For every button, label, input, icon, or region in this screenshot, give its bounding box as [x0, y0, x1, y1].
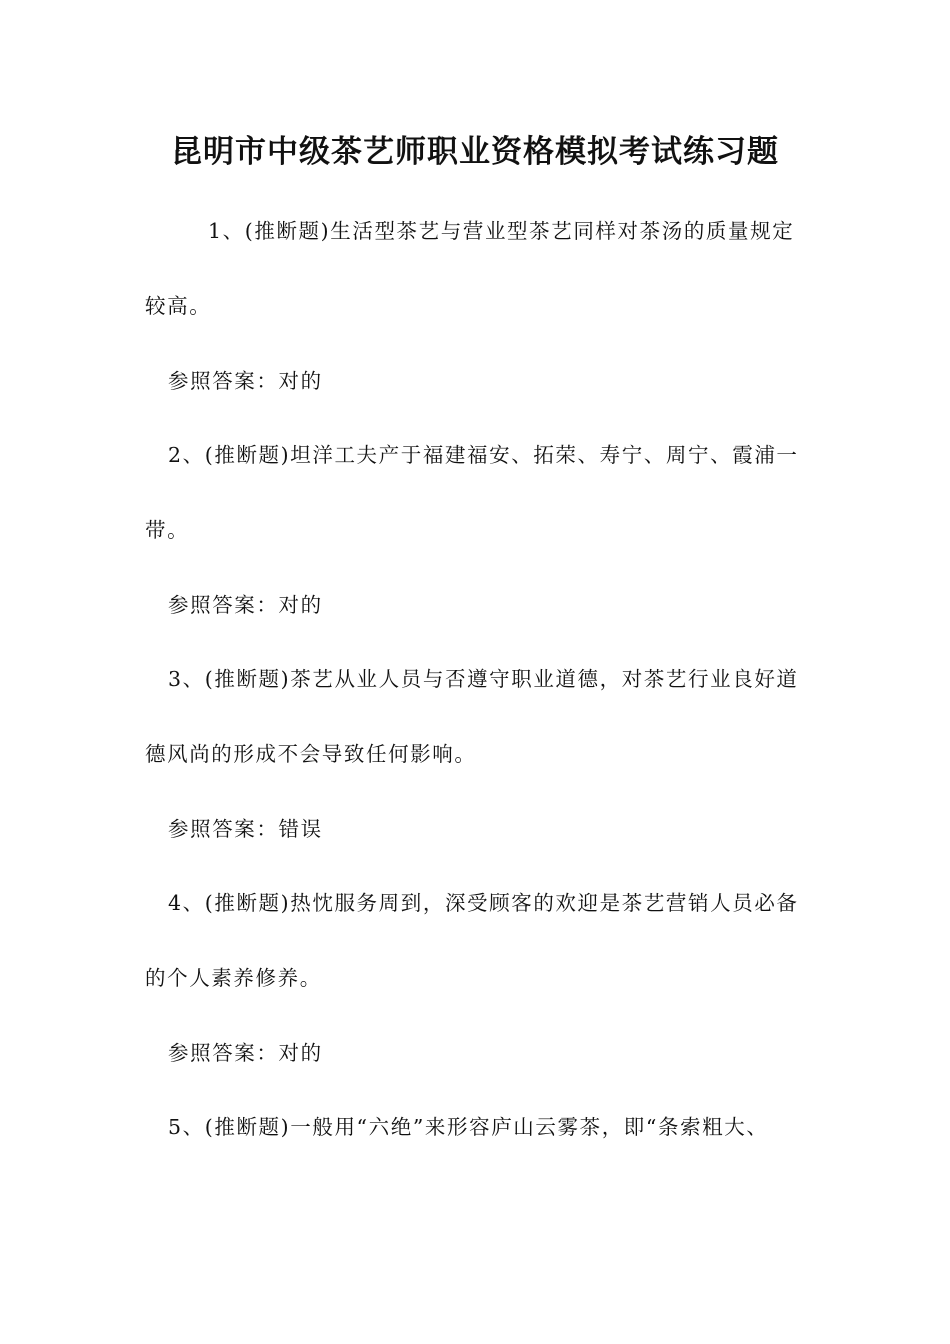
question-3-line-2: 德风尚的形成不会导致任何影响。	[145, 742, 477, 766]
question-4-answer: 参照答案：对的	[168, 1041, 323, 1065]
question-3-line-1: 3、(推断题)茶艺从业人员与否遵守职业道德，对茶艺行业良好道	[168, 667, 799, 691]
question-2-answer: 参照答案：对的	[168, 593, 323, 617]
question-5-line-1: 5、(推断题)一般用“六绝”来形容庐山云雾茶，即“条索粗大、	[168, 1115, 769, 1139]
question-1-line-2: 较高。	[145, 294, 212, 318]
question-4-line-2: 的个人素养修养。	[145, 966, 322, 990]
question-1-line-1: 1、(推断题)生活型茶艺与营业型茶艺同样对茶汤的质量规定	[208, 219, 795, 243]
question-3-answer: 参照答案：错误	[168, 817, 323, 841]
question-2-line-1: 2、(推断题)坦洋工夫产于福建福安、拓荣、寿宁、周宁、霞浦一	[168, 443, 799, 467]
question-2-line-2: 带。	[145, 518, 190, 542]
question-4-line-1: 4、(推断题)热忱服务周到，深受顾客的欢迎是茶艺营销人员必备	[168, 891, 799, 915]
document-title: 昆明市中级茶艺师职业资格模拟考试练习题	[171, 134, 779, 170]
question-1-answer: 参照答案：对的	[168, 369, 323, 393]
